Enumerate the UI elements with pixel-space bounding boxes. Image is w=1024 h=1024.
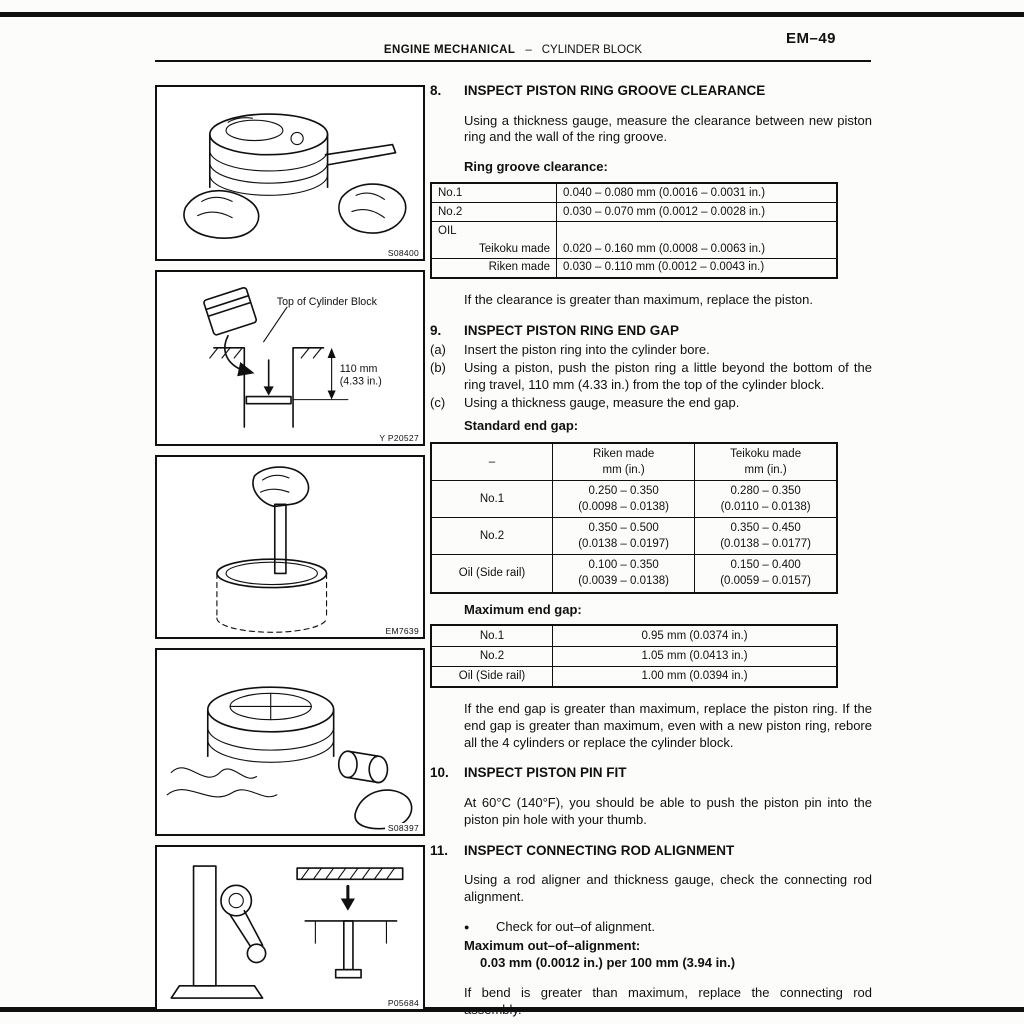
step-item <box>430 360 872 394</box>
figure-end-gap-measurement <box>155 455 425 639</box>
step-tag: (c) <box>430 395 446 411</box>
table-row <box>431 646 837 666</box>
value-in: (0.0098 – 0.0138) <box>578 501 670 514</box>
step-tag: (b) <box>430 360 446 376</box>
row-value: 1.00 mm (0.0394 in.) <box>553 666 838 687</box>
value-mm: 0.100 – 0.350 <box>588 559 659 572</box>
header-riken-name: Riken made <box>592 447 655 460</box>
section10-body: At 60°C (140°F), you should be able to push the piston pin into the piston pin hole with your thumb. <box>464 794 872 827</box>
running-header-separator: – <box>525 44 532 56</box>
figure-rod-alignment <box>155 845 425 1011</box>
value-in: (0.0138 – 0.0177) <box>720 538 812 551</box>
value-mm: 0.350 – 0.450 <box>730 522 801 535</box>
section8-body: Using a thickness gauge, measure the clearance between new piston ring and the wall of the ring groove. <box>464 112 872 145</box>
value-in: (0.0138 – 0.0197) <box>578 538 670 551</box>
table-row <box>431 258 837 277</box>
figure-code: S08400 <box>385 248 419 258</box>
row-label: No.2 <box>431 203 557 222</box>
fig2-dimension-in: (4.33 in.) <box>339 375 382 388</box>
page-number: EM–49 <box>786 30 837 47</box>
rod-aligner-illustration <box>157 847 423 1009</box>
row-label: Oil (Side rail) <box>431 666 553 687</box>
figure-ring-groove-clearance <box>155 85 425 261</box>
header-teikoku-name: Teikoku made <box>730 447 802 460</box>
teikoku-value <box>695 480 837 517</box>
section11-title: INSPECT CONNECTING ROD ALIGNMENT <box>464 842 735 858</box>
row-value: 0.040 – 0.080 mm (0.0016 – 0.0031 in.) <box>557 183 838 202</box>
row-label: No.1 <box>431 183 557 202</box>
fig2-dimension-mm: 110 mm <box>339 363 378 376</box>
figure-code: S08397 <box>385 823 419 833</box>
riken-value <box>553 518 695 555</box>
table-row <box>431 518 837 555</box>
section11-number: 11. <box>430 842 449 858</box>
running-header <box>155 44 871 62</box>
section10-number: 10. <box>430 765 449 781</box>
row-value: 0.020 – 0.160 mm (0.0008 – 0.0063 in.) <box>557 240 838 258</box>
max-out-of-alignment-value: 0.03 mm (0.0012 in.) per 100 mm (3.94 in.) <box>480 954 736 970</box>
value-mm: 0.150 – 0.400 <box>730 559 801 572</box>
value-in: (0.0110 – 0.0138) <box>720 501 811 514</box>
section9-title: INSPECT PISTON RING END GAP <box>464 322 680 338</box>
header-riken <box>553 443 695 481</box>
step-text: Using a piston, push the piston ring a little beyond the bottom of the ring travel, 110 mm (4.33 in.) from the top of the cylinder block. <box>464 360 872 393</box>
header-blank: – <box>431 443 553 481</box>
running-header-chapter: CYLINDER BLOCK <box>541 44 643 56</box>
teikoku-value <box>695 518 837 555</box>
table-row <box>431 480 837 517</box>
row-value: 0.030 – 0.070 mm (0.0012 – 0.0028 in.) <box>557 203 838 222</box>
ring-groove-clearance-table <box>430 182 838 279</box>
section11-after-note: If bend is greater than maximum, replace the connecting rod assembly. <box>464 984 872 1017</box>
row-label: No.2 <box>431 646 553 666</box>
section8-after-note: If the clearance is greater than maximum, replace the piston. <box>464 291 814 307</box>
table-row <box>431 183 837 202</box>
step-tag: (a) <box>430 342 446 358</box>
top-rule <box>0 12 1024 17</box>
figure-ring-travel-depth <box>155 270 425 446</box>
row-label: OIL <box>431 222 557 240</box>
value-mm: 0.280 – 0.350 <box>730 484 801 497</box>
section10-title: INSPECT PISTON PIN FIT <box>464 765 627 781</box>
piston-pin-insertion-illustration <box>157 650 423 834</box>
table-row <box>431 203 837 222</box>
fig2-callout-text: Top of Cylinder Block <box>276 296 377 309</box>
maximum-end-gap-table <box>430 624 838 687</box>
header-teikoku-unit: mm (in.) <box>744 463 787 476</box>
check-bullet-item <box>464 919 872 936</box>
cylinder-block-section-illustration <box>157 272 423 444</box>
row-label: No.1 <box>431 480 553 517</box>
header-riken-unit: mm (in.) <box>602 463 645 476</box>
section8-number: 8. <box>430 83 442 98</box>
teikoku-value <box>695 555 837 593</box>
bullet-icon: ● <box>464 922 470 933</box>
procedure-text-column <box>430 82 872 1024</box>
standard-end-gap-label: Standard end gap: <box>464 417 579 433</box>
figure-code: EM7639 <box>383 626 419 636</box>
piston-held-with-gauge-illustration <box>157 87 423 259</box>
max-out-of-alignment-label: Maximum out–of–alignment: <box>464 937 641 953</box>
row-label: Riken made <box>431 258 557 277</box>
riken-value <box>553 555 695 593</box>
row-label: Oil (Side rail) <box>431 555 553 593</box>
table-row <box>431 240 837 258</box>
row-value: 1.05 mm (0.0413 in.) <box>553 646 838 666</box>
row-label: No.1 <box>431 625 553 646</box>
bullet-text: Check for out–of alignment. <box>496 919 655 935</box>
running-header-section: ENGINE MECHANICAL <box>383 44 516 56</box>
value-mm: 0.250 – 0.350 <box>588 484 659 497</box>
row-label: Teikoku made <box>431 240 557 258</box>
row-label: No.2 <box>431 518 553 555</box>
section8-heading <box>430 82 872 100</box>
section11-body: Using a rod aligner and thickness gauge, check the connecting rod alignment. <box>464 872 872 905</box>
maximum-end-gap-label: Maximum end gap: <box>464 601 582 617</box>
section9-heading <box>430 322 872 340</box>
step-text: Using a thickness gauge, measure the end gap. <box>464 395 740 411</box>
figure-code: Y P20527 <box>376 433 419 443</box>
section10-heading <box>430 764 872 782</box>
section11-heading <box>430 842 872 860</box>
figure-code: P05684 <box>385 998 419 1008</box>
table-row <box>431 666 837 687</box>
step-text: Insert the piston ring into the cylinder bore. <box>464 342 710 358</box>
row-value <box>557 222 838 240</box>
step-item <box>430 342 872 359</box>
table-header-row <box>431 443 837 481</box>
value-in: (0.0059 – 0.0157) <box>720 575 812 588</box>
section9-after-note: If the end gap is greater than maximum, replace the piston ring. If the end gap is greater than maximum, even with a new piston ring, rebore all the 4 cylinders or replace the cylinder block. <box>464 700 872 750</box>
figure-piston-pin-fit <box>155 648 425 836</box>
thickness-gauge-in-bore-illustration <box>157 457 423 637</box>
header-teikoku <box>695 443 837 481</box>
riken-value <box>553 480 695 517</box>
table-row <box>431 222 837 240</box>
ring-groove-clearance-label: Ring groove clearance: <box>464 159 608 175</box>
table-row <box>431 555 837 593</box>
section9-number: 9. <box>430 322 442 338</box>
row-value: 0.030 – 0.110 mm (0.0012 – 0.0043 in.) <box>563 261 765 274</box>
table-row <box>431 625 837 646</box>
value-mm: 0.350 – 0.500 <box>588 522 659 535</box>
standard-end-gap-table <box>430 442 838 594</box>
step-item <box>430 395 872 412</box>
value-in: (0.0039 – 0.0138) <box>578 575 670 588</box>
section8-title: INSPECT PISTON RING GROOVE CLEARANCE <box>464 83 766 98</box>
row-value: 0.95 mm (0.0374 in.) <box>553 625 838 646</box>
